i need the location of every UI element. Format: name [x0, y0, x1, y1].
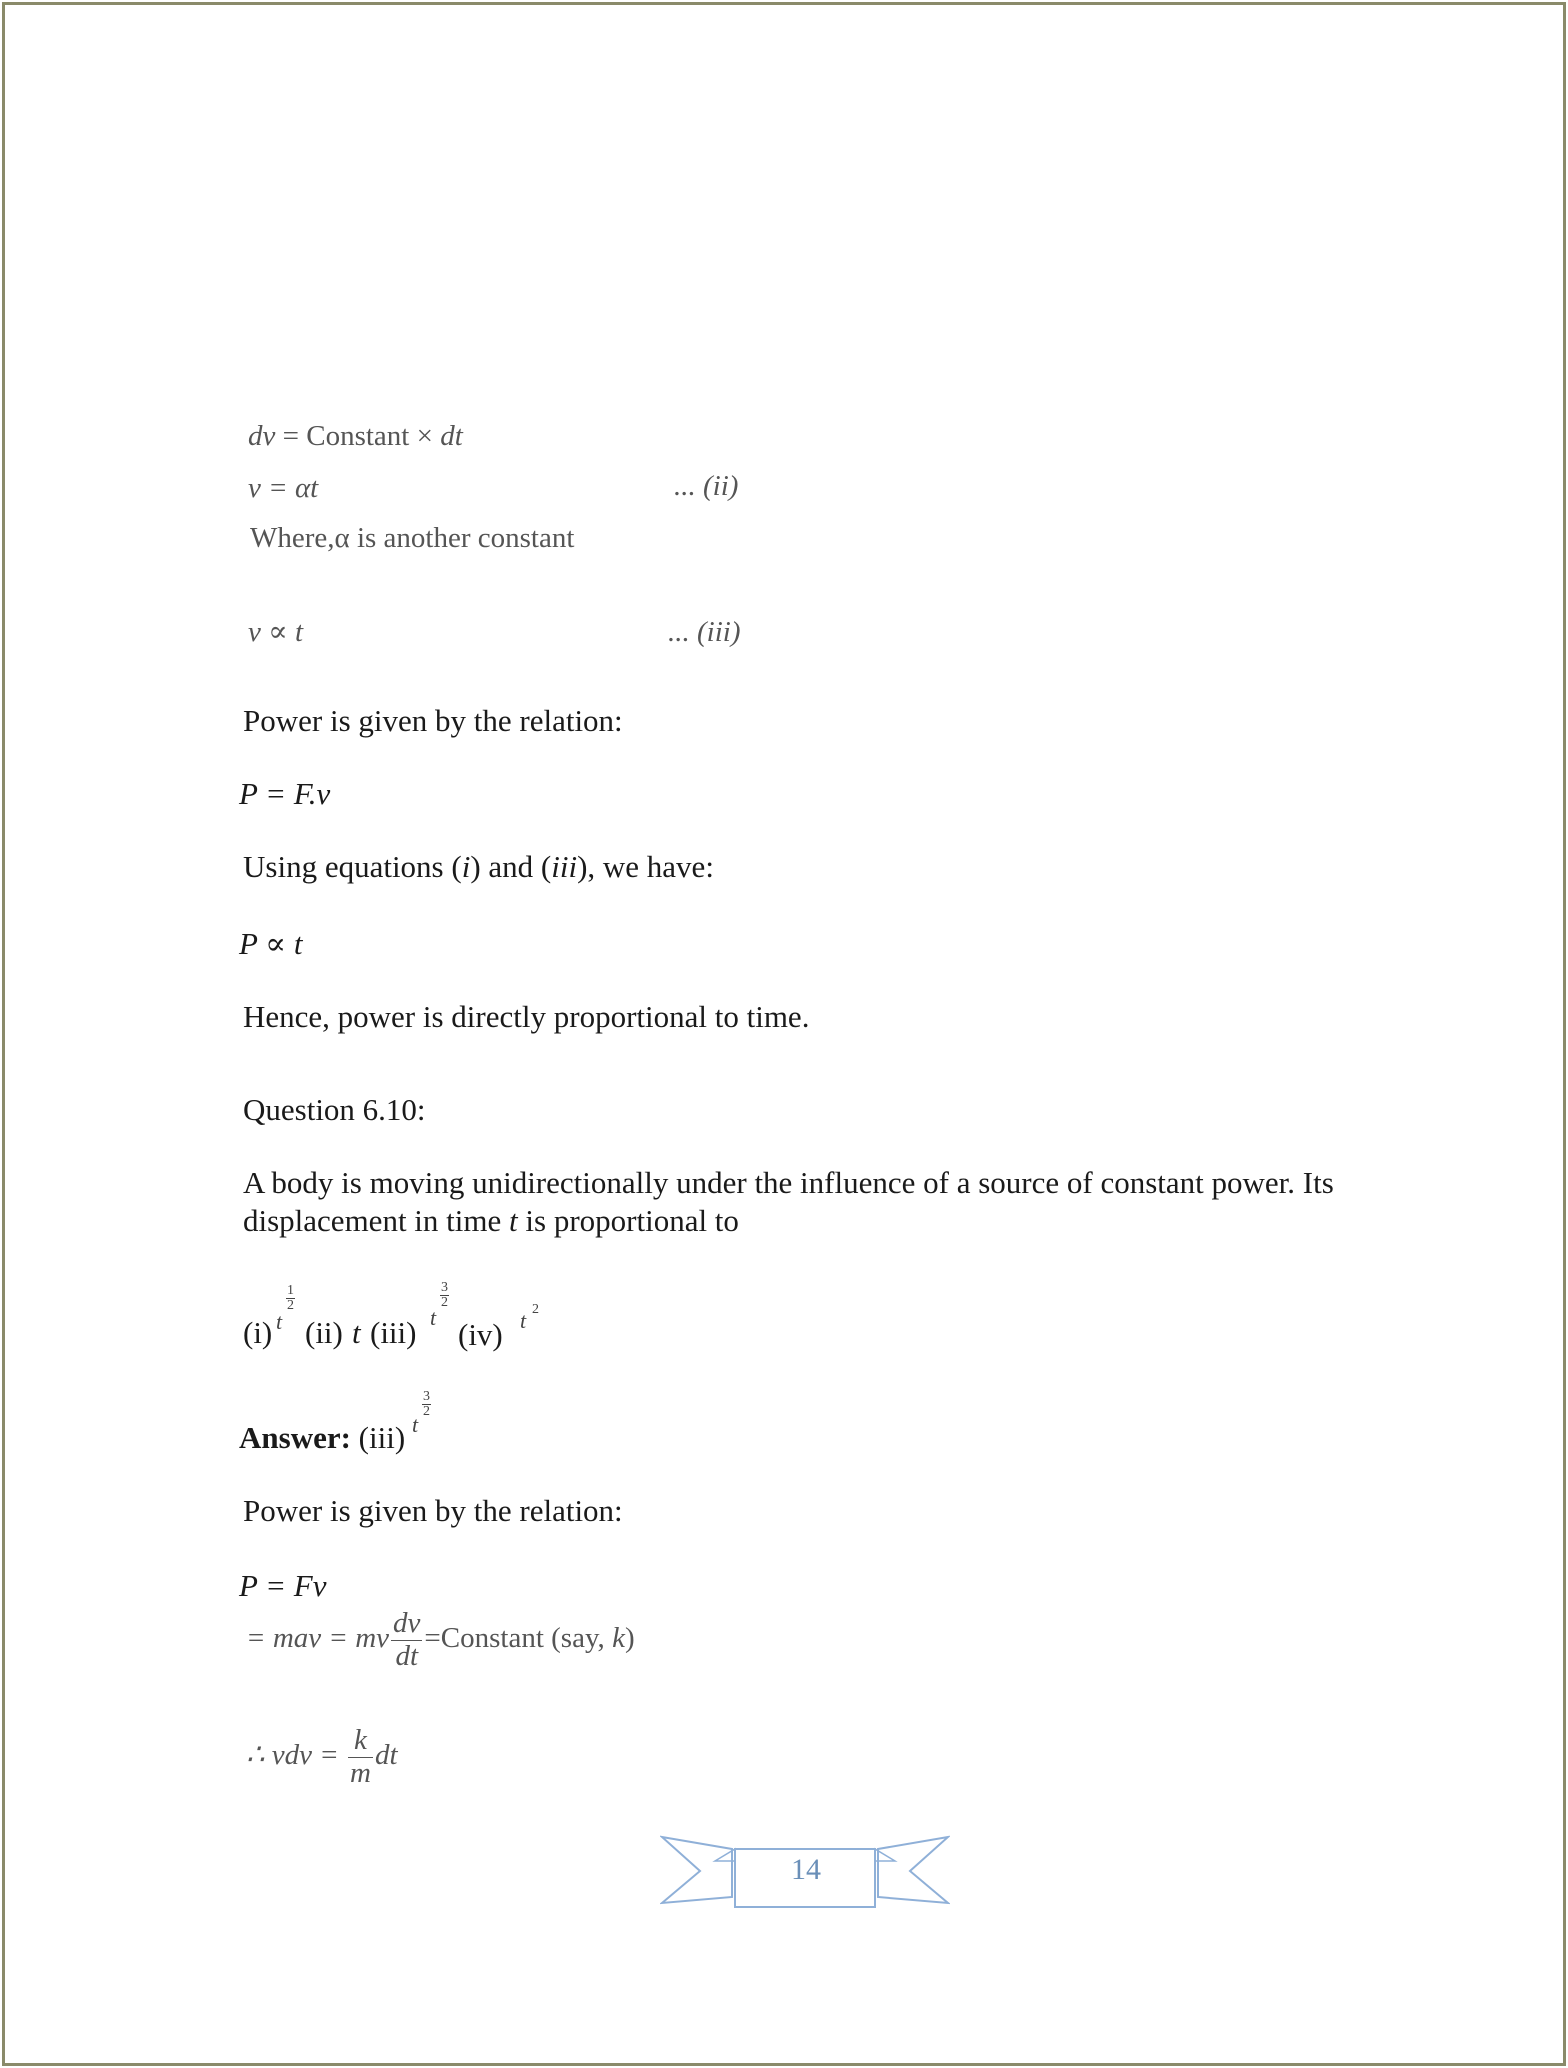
- equation-number-ii: ... (ii): [674, 470, 739, 502]
- option-ii-value: t: [352, 1315, 361, 1350]
- option-i-label: (i): [243, 1315, 273, 1350]
- page-border: [2, 2, 1566, 2066]
- power-relation-text-1: Power is given by the relation:: [243, 703, 623, 738]
- equation-number-iii: ... (iii): [668, 616, 741, 648]
- equation-v-alpha-t: v = αt: [248, 472, 319, 504]
- option-iv-exponent: 2: [532, 1302, 539, 1317]
- answer-base: t: [412, 1412, 419, 1437]
- option-i-exponent: $\frac{1}{2}$: [287, 1283, 294, 1313]
- option-iii-base: t: [430, 1305, 437, 1330]
- conclusion-text: Hence, power is directly proportional to time.: [243, 999, 810, 1034]
- using-equations-text: Using equations (i) and (iii), we have:: [243, 849, 714, 884]
- fraction-k-m: $\frac{k}{m}$: [350, 1724, 371, 1789]
- equation-mav: = mav = mv $\frac{dv}{dt}$ =Constant (say, k): [246, 1607, 635, 1672]
- option-iii-label: (iii): [370, 1315, 417, 1350]
- option-i-base: t: [276, 1309, 283, 1334]
- option-iii-exponent: $\frac{3}{2}$: [441, 1280, 448, 1310]
- option-ii-label: (ii): [305, 1315, 343, 1350]
- equation-p-prop-t: P ∝ t: [239, 926, 303, 961]
- option-iv-label: (iv): [458, 1317, 503, 1352]
- question-text-line-2: displacement in time t is proportional to: [243, 1203, 739, 1238]
- option-iv-base: t: [520, 1308, 527, 1333]
- answer-line: [239, 1422, 405, 1453]
- equation-p-fv: P = Fv: [239, 1568, 327, 1603]
- equation-vdv: ∴ vdv = $\frac{k}{m}$ dt: [246, 1724, 398, 1789]
- answer-label: Answer:: [239, 1420, 351, 1455]
- fraction-dv-dt: $\frac{dv}{dt}$: [393, 1607, 421, 1672]
- page-number: 14: [791, 1853, 821, 1886]
- question-text-line-1: A body is moving unidirectionally under the influence of a source of constant power. Its: [243, 1165, 1334, 1200]
- answer-exponent: $\frac{3}{2}$: [423, 1389, 430, 1419]
- answer-value: (iii): [358, 1420, 406, 1455]
- equation-p-f-dot-v: P = F.v: [239, 776, 331, 811]
- power-relation-text-2: Power is given by the relation:: [243, 1493, 623, 1528]
- equation-dv: dv = Constant × dt: [248, 420, 463, 452]
- where-alpha-text: Where,α is another constant: [250, 522, 575, 554]
- equation-v-prop-t: v ∝ t: [248, 616, 304, 648]
- question-title: Question 6.10:: [243, 1092, 426, 1127]
